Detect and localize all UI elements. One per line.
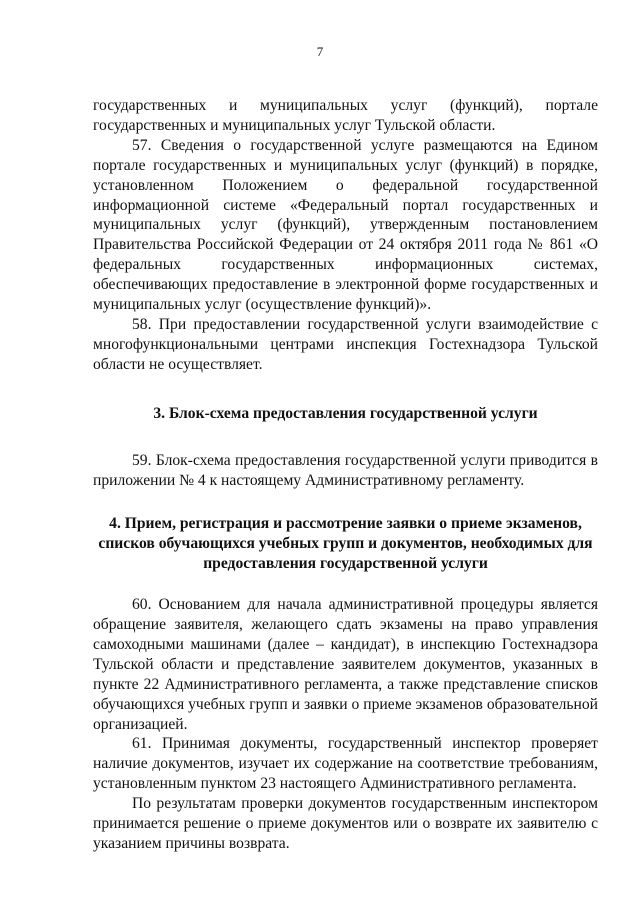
document-body — [93, 96, 598, 854]
paragraph-56-continuation: государственных и муниципальных услуг (функций), портале государственных и муниципальных услуг Тульской области. — [93, 97, 598, 134]
paragraph-59: 59. Блок-схема предоставления государственной услуги приводится в приложении № 4 к настоящему Административному регламенту. — [93, 451, 598, 489]
paragraph-61: 61. Принимая документы, государственный инспектор проверяет наличие документов, изучает их содержание на соответствие требованиям, установленным пунктом 23 настоящего Административного регламента. — [93, 735, 598, 793]
paragraph-57: 57. Сведения о государственной услуге размещаются на Едином портале государственных и муниципальных услуг (функций) в порядке, установленном Положением о федеральной государственной информационной системе «Федеральный портал государственных и муниципальных услуг (функций), утвержденным постановлением Правительства Российской Федерации от 24 октября 2011 года № 861 «О федеральных государственных информационных системах, обеспечивающих предоставление в электронной форме государственных и муниципальных услуг (осуществление функций)». — [93, 136, 598, 314]
section-4-heading: 4. Прием, регистрация и рассмотрение заявки о приеме экзаменов, списков обучающихся учебных групп и документов, необходимых для предоставления государственной услуги — [98, 515, 593, 573]
page-number: 7 — [316, 44, 324, 59]
paragraph-60: 60. Основанием для начала административной процедуры является обращение заявителя, желающего сдать экзамены на право управления самоходными машинами (далее – кандидат), в инспекцию Гостехнадзора Тульской области и представление заявителем документов, указанных в пункте 22 Административного регламента, а также представление списков обучающихся учебных групп и заявки о приеме экзаменов образовательной организацией. — [93, 596, 598, 733]
paragraph-61-result: По результатам проверки документов государственным инспектором принимается решение о приеме документов или о возврате их заявителю с указанием причины возврата. — [93, 795, 598, 852]
paragraph-58: 58. При предоставлении государственной услуги взаимодействие с многофункциональными центрами инспекция Гостехнадзора Тульской области не осуществляет. — [93, 315, 598, 373]
section-3-heading: 3. Блок-схема предоставления государственной услуги — [153, 404, 538, 422]
